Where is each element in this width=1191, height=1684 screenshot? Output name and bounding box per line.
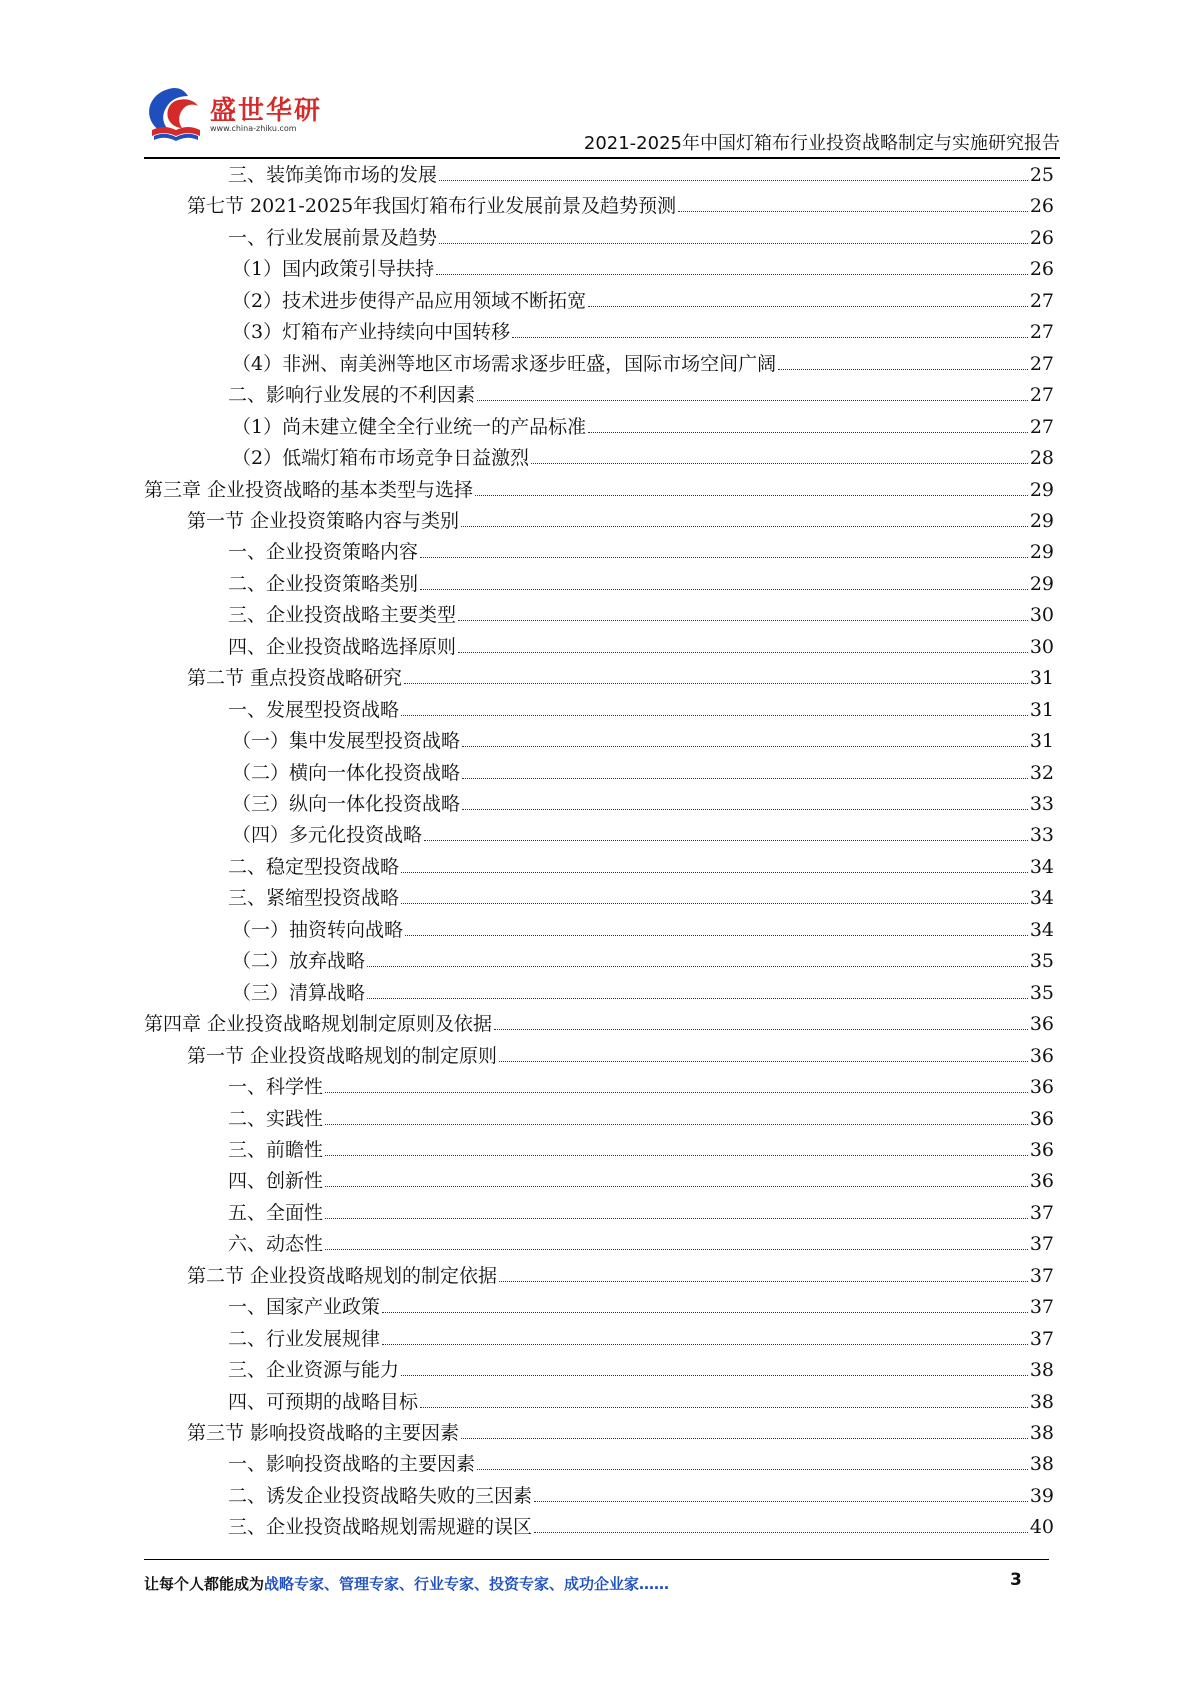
logo-brand-name: 盛世华研: [210, 96, 323, 126]
toc-entry-label: 三、企业投资战略主要类型: [228, 604, 457, 627]
toc-dot-leader: [401, 903, 1028, 904]
toc-entry-label: 二、实践性: [228, 1107, 324, 1130]
toc-entry[interactable]: [144, 475, 1054, 506]
toc-entry[interactable]: [228, 852, 1054, 883]
toc-entry-label: 第一节 企业投资战略规划的制定原则: [187, 1044, 498, 1067]
toc-entry-page: 27: [1029, 352, 1054, 375]
toc-entry-page: 32: [1029, 761, 1054, 784]
toc-entry-page: 40: [1029, 1516, 1054, 1539]
toc-entry[interactable]: [232, 946, 1054, 977]
toc-entry-page: 25: [1029, 164, 1054, 186]
toc-entry[interactable]: [144, 1009, 1054, 1040]
toc-dot-leader: [531, 463, 1028, 464]
toc-entry[interactable]: [228, 1166, 1054, 1197]
toc-entry[interactable]: [228, 1292, 1054, 1323]
toc-entry[interactable]: [228, 1072, 1054, 1103]
toc-entry[interactable]: [232, 789, 1054, 820]
toc-entry[interactable]: [232, 820, 1054, 851]
toc-entry-page: 37: [1029, 1233, 1054, 1256]
toc-entry[interactable]: [232, 443, 1054, 474]
toc-entry-page: 30: [1029, 604, 1054, 627]
toc-entry-label: （1）尚未建立健全全行业统一的产品标准: [232, 415, 587, 438]
toc-dot-leader: [534, 1501, 1028, 1502]
toc-entry[interactable]: [232, 978, 1054, 1009]
toc-entry-page: 35: [1029, 950, 1054, 973]
toc-entry[interactable]: [232, 349, 1054, 380]
toc-entry-label: 四、企业投资战略选择原则: [228, 635, 457, 658]
toc-entry-label: 三、前瞻性: [228, 1138, 324, 1161]
logo-emblem-icon: [144, 84, 210, 146]
logo-url: www.china-zhiku.com: [210, 124, 297, 133]
toc-entry[interactable]: [228, 1324, 1054, 1355]
toc-entry-page: 36: [1029, 1170, 1054, 1193]
toc-dot-leader: [439, 180, 1028, 181]
toc-entry-label: （二）放弃战略: [232, 950, 366, 973]
toc-entry-label: 六、动态性: [228, 1233, 324, 1256]
toc-entry[interactable]: [187, 663, 1054, 694]
toc-entry-label: 第三节 影响投资战略的主要因素: [187, 1422, 460, 1444]
toc-dot-leader: [458, 652, 1028, 653]
toc-entry-page: 29: [1029, 509, 1054, 532]
toc-entry-label: 一、发展型投资战略: [228, 698, 400, 721]
toc-entry-page: 29: [1029, 572, 1054, 595]
toc-entry-label: 二、行业发展规律: [228, 1327, 381, 1350]
toc-dot-leader: [461, 526, 1028, 527]
toc-entry-page: 34: [1029, 855, 1054, 878]
toc-dot-leader: [499, 1061, 1028, 1062]
toc-entry[interactable]: [232, 254, 1054, 285]
toc-entry[interactable]: [228, 223, 1054, 254]
toc-entry-label: （3）灯箱布产业持续向中国转移: [232, 321, 511, 344]
toc-dot-leader: [382, 1344, 1028, 1345]
toc-entry-page: 36: [1029, 1138, 1054, 1161]
toc-entry-label: 一、企业投资策略内容: [228, 541, 419, 564]
toc-entry[interactable]: [228, 1229, 1054, 1260]
toc-entry[interactable]: [232, 758, 1054, 789]
toc-entry[interactable]: [228, 380, 1054, 411]
toc-entry[interactable]: [187, 1261, 1054, 1292]
toc-entry-label: 一、科学性: [228, 1076, 324, 1099]
toc-entry[interactable]: [228, 1387, 1054, 1418]
toc-dot-leader: [678, 211, 1028, 212]
toc-dot-leader: [475, 495, 1028, 496]
toc-entry-page: 36: [1029, 1013, 1054, 1036]
toc-entry-label: 三、装饰美饰市场的发展: [228, 164, 438, 186]
footer-slogan: [144, 1573, 669, 1594]
toc-entry[interactable]: [187, 1041, 1054, 1072]
toc-entry-page: 27: [1029, 321, 1054, 344]
report-title: 2021-2025年中国灯箱布行业投资战略制定与实施研究报告: [583, 133, 1060, 154]
toc-entry-label: （四）多元化投资战略: [232, 824, 423, 847]
toc-entry-page: 35: [1029, 981, 1054, 1004]
toc-entry[interactable]: [232, 317, 1054, 348]
footer-divider: [144, 1559, 1049, 1560]
toc-entry-page: 29: [1029, 478, 1054, 501]
toc-dot-leader: [588, 432, 1028, 433]
toc-dot-leader: [382, 1312, 1028, 1313]
toc-entry[interactable]: [228, 1355, 1054, 1386]
toc-entry[interactable]: [232, 412, 1054, 443]
toc-dot-leader: [405, 935, 1028, 936]
toc-entry-label: 二、稳定型投资战略: [228, 855, 400, 878]
toc-entry[interactable]: [228, 1512, 1054, 1543]
toc-entry-page: 34: [1029, 918, 1054, 941]
toc-entry-label: （2）低端灯箱布市场竞争日益激烈: [232, 447, 530, 470]
toc-entry-page: 31: [1029, 698, 1054, 721]
toc-entry-page: 27: [1029, 289, 1054, 312]
toc-entry[interactable]: [228, 1135, 1054, 1166]
toc-entry-page: 37: [1029, 1264, 1054, 1287]
toc-entry-label: 一、行业发展前景及趋势: [228, 226, 438, 249]
toc-entry[interactable]: [228, 1449, 1054, 1480]
toc-dot-leader: [436, 274, 1028, 275]
toc-entry-label: 五、全面性: [228, 1201, 324, 1224]
toc-entry-page: 28: [1029, 447, 1054, 470]
toc-dot-leader: [420, 1407, 1028, 1408]
toc-entry[interactable]: [228, 1104, 1054, 1135]
toc-entry-label: 第七节 2021-2025年我国灯箱布行业发展前景及趋势预测: [187, 195, 677, 218]
toc-entry-label: （三）清算战略: [232, 981, 366, 1004]
toc-entry-page: 37: [1029, 1296, 1054, 1319]
toc-dot-leader: [462, 778, 1028, 779]
toc-entry-page: 33: [1029, 824, 1054, 847]
toc-entry[interactable]: [187, 506, 1054, 537]
toc-dot-leader: [420, 557, 1028, 558]
toc-entry-page: 37: [1029, 1327, 1054, 1350]
toc-entry-page: 36: [1029, 1107, 1054, 1130]
toc-entry-label: （一）抽资转向战略: [232, 918, 404, 941]
page-number: 3: [1010, 1570, 1022, 1590]
toc-entry[interactable]: [187, 191, 1054, 222]
toc-dot-leader: [461, 1438, 1028, 1439]
toc-entry-label: （2）技术进步使得产品应用领域不断拓宽: [232, 289, 587, 312]
toc-entry-label: 第三章 企业投资战略的基本类型与选择: [144, 478, 474, 501]
toc-entry-label: 第二节 企业投资战略规划的制定依据: [187, 1264, 498, 1287]
footer-slogan-highlight: 战略专家、管理专家、行业专家、投资专家、成功企业家……: [264, 1575, 670, 1593]
toc-entry-page: 39: [1029, 1484, 1054, 1507]
toc-entry[interactable]: [228, 569, 1054, 600]
toc-entry[interactable]: [228, 537, 1054, 568]
toc-entry-label: （二）横向一体化投资战略: [232, 761, 461, 784]
toc-entry[interactable]: [228, 1481, 1054, 1512]
toc-entry-page: 38: [1029, 1359, 1054, 1382]
toc-entry-label: 一、影响投资战略的主要因素: [228, 1453, 476, 1476]
toc-entry-page: 30: [1029, 635, 1054, 658]
toc-entry-page: 38: [1029, 1390, 1054, 1413]
toc-dot-leader: [439, 243, 1028, 244]
header-divider: [144, 157, 1060, 159]
toc-dot-leader: [512, 337, 1028, 338]
toc-entry-page: 38: [1029, 1422, 1054, 1444]
toc-entry-page: 31: [1029, 730, 1054, 753]
toc-dot-leader: [401, 715, 1028, 716]
toc-dot-leader: [462, 809, 1028, 810]
company-logo: [144, 84, 323, 146]
toc-entry-label: 三、企业投资战略规划需规避的误区: [228, 1516, 533, 1539]
toc-entry[interactable]: [228, 632, 1054, 663]
toc-entry-page: 27: [1029, 415, 1054, 438]
toc-entry-label: （三）纵向一体化投资战略: [232, 793, 461, 815]
toc-dot-leader: [325, 1092, 1028, 1093]
toc-dot-leader: [367, 998, 1028, 999]
toc-entry[interactable]: [228, 695, 1054, 726]
toc-entry-page: 26: [1029, 258, 1054, 281]
footer-slogan-prefix: 让每个人都能成为: [144, 1575, 265, 1593]
toc-dot-leader: [325, 1249, 1028, 1250]
toc-entry-page: 31: [1029, 667, 1054, 690]
toc-dot-leader: [367, 966, 1028, 967]
toc-entry-label: 第二节 重点投资战略研究: [187, 667, 403, 690]
toc-entry-page: 38: [1029, 1453, 1054, 1476]
toc-dot-leader: [420, 589, 1028, 590]
toc-entry[interactable]: [228, 1198, 1054, 1229]
toc-dot-leader: [477, 400, 1028, 401]
toc-dot-leader: [458, 620, 1028, 621]
toc-entry-page: 37: [1029, 1201, 1054, 1224]
toc-dot-leader: [499, 1281, 1028, 1282]
toc-entry-page: 26: [1029, 226, 1054, 249]
toc-entry-label: 第一节 企业投资策略内容与类别: [187, 509, 460, 532]
toc-entry-label: 第四章 企业投资战略规划制定原则及依据: [144, 1013, 493, 1036]
toc-entry-label: （1）国内政策引导扶持: [232, 258, 435, 281]
toc-dot-leader: [325, 1186, 1028, 1187]
toc-entry-label: 四、可预期的战略目标: [228, 1390, 419, 1413]
page-header: [144, 76, 1060, 156]
toc-dot-leader: [494, 1029, 1028, 1030]
toc-entry-page: 27: [1029, 384, 1054, 407]
toc-dot-leader: [325, 1155, 1028, 1156]
toc-entry[interactable]: [187, 1418, 1054, 1449]
toc-dot-leader: [424, 840, 1028, 841]
toc-dot-leader: [534, 1532, 1028, 1533]
toc-entry-label: 一、国家产业政策: [228, 1296, 381, 1319]
toc-entry[interactable]: [232, 286, 1054, 317]
toc-entry[interactable]: [232, 915, 1054, 946]
toc-dot-leader: [325, 1124, 1028, 1125]
toc-entry[interactable]: [228, 883, 1054, 914]
toc-entry[interactable]: [228, 160, 1054, 191]
toc-dot-leader: [588, 306, 1028, 307]
toc-dot-leader: [477, 1469, 1028, 1470]
toc-entry-label: 二、诱发企业投资战略失败的三因素: [228, 1484, 533, 1507]
toc-entry-label: 二、企业投资策略类别: [228, 572, 419, 595]
toc-entry-page: 36: [1029, 1044, 1054, 1067]
toc-dot-leader: [401, 872, 1028, 873]
toc-entry-label: 二、影响行业发展的不利因素: [228, 384, 476, 407]
toc-entry-page: 33: [1029, 793, 1054, 815]
toc-entry[interactable]: [228, 600, 1054, 631]
toc-entry-page: 29: [1029, 541, 1054, 564]
toc-entry-page: 36: [1029, 1076, 1054, 1099]
toc-entry[interactable]: [232, 726, 1054, 757]
toc-entry-page: 26: [1029, 195, 1054, 218]
toc-entry-label: 四、创新性: [228, 1170, 324, 1193]
toc-entry-label: 三、企业资源与能力: [228, 1359, 400, 1382]
toc-dot-leader: [462, 746, 1028, 747]
toc-dot-leader: [404, 683, 1028, 684]
toc-dot-leader: [401, 1375, 1028, 1376]
toc-entry-page: 34: [1029, 887, 1054, 910]
toc-dot-leader: [325, 1218, 1028, 1219]
toc-entry-label: （4）非洲、南美洲等地区市场需求逐步旺盛，国际市场空间广阔: [232, 352, 777, 375]
toc-entry-label: 三、紧缩型投资战略: [228, 887, 400, 910]
toc-entry-label: （一）集中发展型投资战略: [232, 730, 461, 753]
toc-dot-leader: [778, 369, 1028, 370]
